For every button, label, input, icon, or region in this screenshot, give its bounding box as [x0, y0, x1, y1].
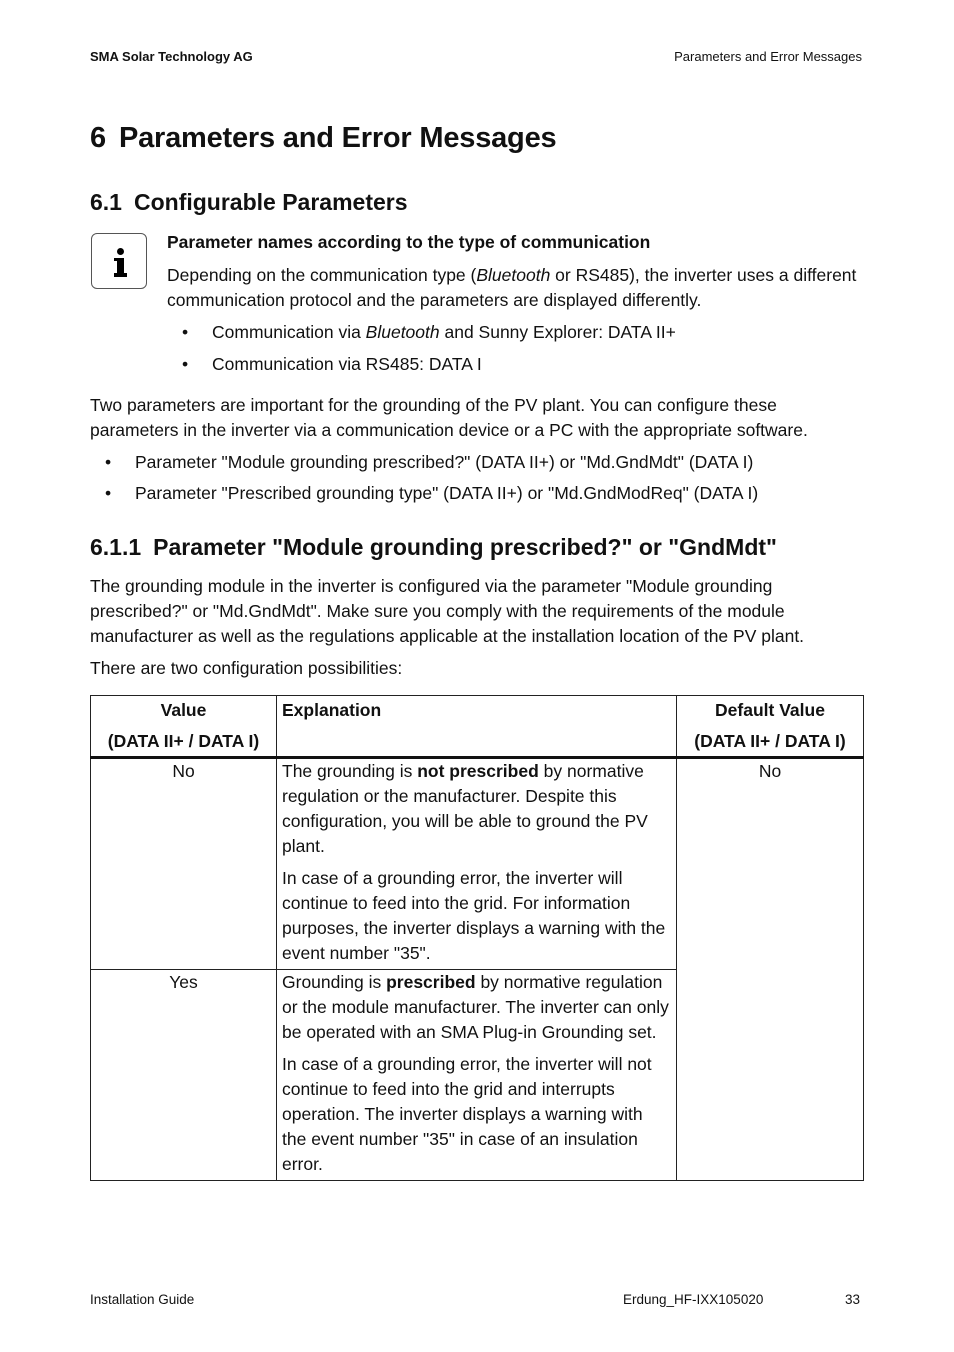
footer-doc-id: Erdung_HF-IXX105020 [623, 1292, 764, 1307]
header-default: Default Value (DATA II+ / DATA I) [677, 696, 864, 758]
table-header-row [91, 696, 864, 758]
header-chapter: Parameters and Error Messages [674, 49, 862, 64]
section-heading [90, 189, 408, 216]
chapter-heading [90, 122, 556, 155]
note-body: Depending on the communication type (Bluetooth or RS485), the inverter uses a different communication protocol and the parameters are displayed differently. [167, 265, 857, 310]
subsection-title: Parameter "Module grounding prescribed?" or "GndMdt" [153, 534, 777, 560]
intro-paragraph: Two parameters are important for the grounding of the PV plant. You can configure these parameters in the inverter via a communication device or a PC with the appropriate software. [90, 395, 808, 440]
section-number: 6.1 [90, 189, 122, 215]
row-value: No [91, 758, 277, 970]
section-title: Configurable Parameters [133, 189, 408, 215]
info-icon [91, 233, 147, 289]
subsection-intro: The grounding module in the inverter is configured via the parameter "Module grounding prescribed?" or "Md.GndMdt". Make sure you comply with the requirements of the module manufacturer as well as the regulations applicable at the installation location of the PV plant. [90, 576, 805, 646]
row-explanation: Grounding is prescribed by normative regulation or the module manufacturer. The inverter can only be operated with an SMA Plug-in Grounding set. In case of a grounding error, the inverter will not continue to feed into the grid and interrupts operation. The inverter displays a warning with the event number "35" in case of an insulation error. [277, 970, 677, 1181]
configuration-table [90, 695, 864, 1181]
header-explanation: Explanation [277, 696, 677, 758]
subsection-number: 6.1.1 [90, 534, 142, 560]
row-explanation: The grounding is not prescribed by normative regulation or the manufacturer. Despite this configuration, you will be able to ground the PV plant. In case of a grounding error, the inverter will continue to feed into the grid. For information purposes, the inverter displays a warning with the event number "35". [277, 758, 677, 970]
subsection-heading [90, 534, 777, 561]
header-company: SMA Solar Technology AG [90, 49, 253, 64]
table-row [91, 758, 864, 970]
chapter-title: Parameters and Error Messages [118, 122, 557, 154]
header-value: Value (DATA II+ / DATA I) [91, 696, 277, 758]
possibilities-text: There are two configuration possibilities: [90, 658, 403, 678]
chapter-number: 6 [90, 122, 106, 154]
row-value: Yes [91, 970, 277, 1181]
note-title: Parameter names according to the type of communication [167, 232, 651, 252]
page-number: 33 [845, 1292, 861, 1307]
row-default-value: No [677, 758, 864, 1181]
footer-doc-type: Installation Guide [90, 1292, 195, 1307]
